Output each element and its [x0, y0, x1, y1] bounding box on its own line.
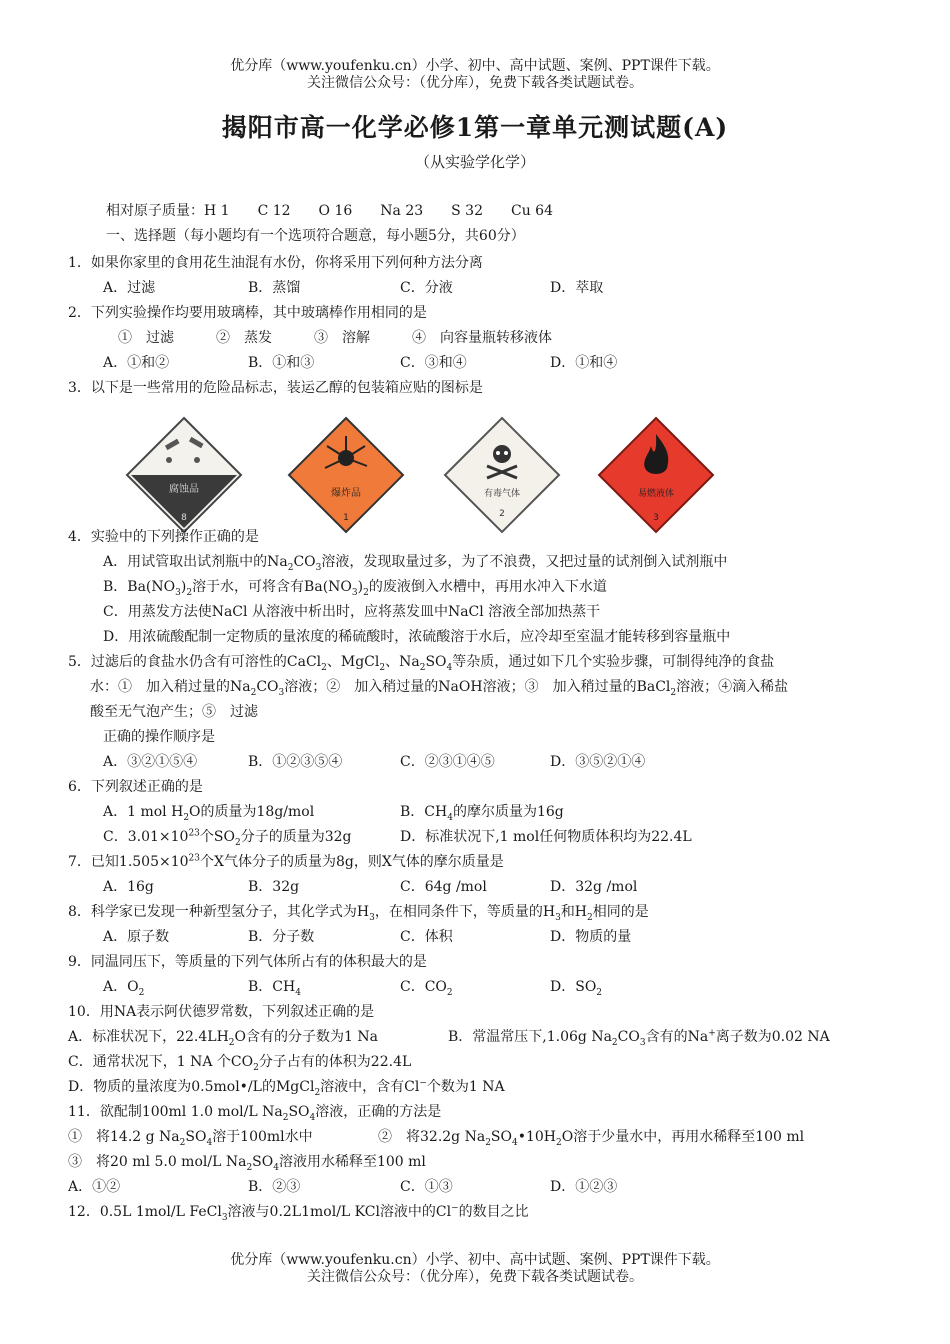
- q11-method-3: ③ 将20 ml 5.0 mol/L $Na_2SO_4$溶液用水稀释至100 ml: [68, 1154, 426, 1173]
- header-line-1: 优分库（www.youfenku.cn）小学、初中、高中试题、案例、PPT课件下载。: [230, 58, 720, 74]
- q5-line-3: 酸至无气泡产生；⑤ 过滤: [90, 704, 258, 720]
- q9-option-a: A．$O_2$: [103, 979, 145, 998]
- q9-option-b: B．$CH_4$: [248, 979, 301, 998]
- flammable-liquid-sign: [597, 416, 715, 534]
- q2-stem: 2．下列实验操作均要用玻璃棒，其中玻璃棒作用相同的是: [68, 305, 427, 321]
- q1-option-d: D．萃取: [550, 280, 604, 296]
- q9-option-d: D．$SO_2$: [550, 979, 603, 998]
- q6-option-c: C．$3.01\times 10^{23}$个$SO_2$分子的质量为32g: [103, 828, 352, 848]
- q5-line-4: 正确的操作顺序是: [103, 729, 215, 745]
- q12-stem: 12．0.5L 1mol/L FeCl$_3$溶液与0.2L1mol/L KCl溶液中的Cl−的数目之比: [68, 1203, 529, 1223]
- q4-option-a: A．用试管取出试剂瓶中的$Na_2CO_3$溶液，发现取量过多，为了不浪费，又把过量的试剂倒入试剂瓶中: [103, 554, 728, 573]
- header-line-2: 关注微信公众号：（优分库），免费下载各类试题试卷。: [307, 75, 643, 91]
- q4-option-d: D．用浓硫酸配制一定物质的量浓度的稀硫酸时，浓硫酸溶于水后，应冷却至室温才能转移到容量瓶中: [103, 629, 731, 645]
- q5-line-1: 5．过滤后的食盐水仍含有可溶性的CaCl$_2$、MgCl$_2$、$Na_2SO_4$等杂质，通过如下几个实验步骤，可制得纯净的食盐: [68, 654, 775, 673]
- q10-option-a: A．标准状况下，$22.4LH_2O$含有的分子数为1 Na: [68, 1029, 378, 1048]
- q8-option-a: A．原子数: [103, 929, 170, 945]
- toxic-gas-number: 2: [499, 509, 505, 519]
- q11-stem: 11．欲配制100ml 1.0 mol/L $Na_2SO_4$溶液，正确的方法是: [68, 1104, 442, 1123]
- q6-stem: 6．下列叙述正确的是: [68, 779, 203, 795]
- q6-option-a: A．1 mol $H_2O$的质量为18g/mol: [103, 804, 315, 823]
- explosive-number: 1: [343, 513, 349, 523]
- q11-option-a: A．①②: [68, 1179, 121, 1195]
- q9-stem: 9．同温同压下，等质量的下列气体所占有的体积最大的是: [68, 954, 427, 970]
- q6-option-d: D．标准状况下,1 mol任何物质体积均为22.4L: [400, 829, 692, 845]
- q8-option-b: B．分子数: [248, 929, 315, 945]
- q5-option-c: C．②③①④⑤: [400, 754, 495, 770]
- flammable-label: 易燃液体: [637, 489, 675, 499]
- q2-option-c: C．③和④: [400, 355, 467, 371]
- q1-option-a: A．过滤: [103, 280, 156, 296]
- corrosive-sign: [125, 416, 243, 534]
- q7-option-a: A．16g: [103, 879, 154, 895]
- q11-method-1: ① 将14.2 g $Na_2SO_4$溶于100ml水中: [68, 1129, 313, 1148]
- q10-option-c: C．通常状况下，1 NA 个$CO_2$分子占有的体积为22.4L: [68, 1054, 412, 1073]
- footer-line-2: 关注微信公众号：（优分库），免费下载各类试题试卷。: [307, 1269, 643, 1285]
- q7-stem: 7．已知$1.505\times 10^{23}$个X气体分子的质量为8g，则X气体的摩尔质量是: [68, 853, 504, 870]
- q10-stem: 10．用NA表示阿伏德罗常数，下列叙述正确的是: [68, 1004, 375, 1020]
- hazard-signs-row: [125, 416, 765, 534]
- q1-option-b: B．蒸馏: [248, 280, 301, 296]
- q6-option-b: B．$CH_4$的摩尔质量为16g: [400, 804, 564, 823]
- page-subtitle: （从实验学化学）: [414, 153, 535, 171]
- q7-option-b: B．32g: [248, 879, 300, 895]
- page-title: 揭阳市高一化学必修1第一章单元测试题(A): [221, 113, 729, 142]
- q2-option-a: A．①和②: [103, 355, 170, 371]
- q4-option-b: B．$Ba(NO_3)_2$溶于水，可将含有$Ba(NO_3)_2$的废液倒入水槽中，再用水冲入下水道: [103, 579, 607, 598]
- q8-stem: 8．科学家已发现一种新型氢分子，其化学式为$H_3$，在相同条件下，等质量的$H_3$和$H_2$相同的是: [68, 904, 649, 923]
- q2-operations: ① 过滤 ② 蒸发 ③ 溶解 ④ 向容量瓶转移液体: [118, 330, 552, 346]
- q7-option-c: C．64g /mol: [400, 879, 487, 895]
- q11-method-2: ② 将32.2g $Na_2SO_4•10H_2O$溶于少量水中，再用水稀释至100 ml: [378, 1129, 805, 1148]
- corrosive-number: 8: [181, 513, 187, 523]
- q5-option-d: D．③⑤②①④: [550, 754, 646, 770]
- q5-option-a: A．③②①⑤④: [103, 754, 198, 770]
- footer-line-1: 优分库（www.youfenku.cn）小学、初中、高中试题、案例、PPT课件下载。: [230, 1252, 720, 1268]
- q10-option-b: B．常温常压下,1.06g $Na_2CO_3$含有的Na+离子数为0.02 NA: [448, 1028, 830, 1048]
- atomic-mass-line: 相对原子质量：H 1 C 12 O 16 Na 23 S 32 Cu 64: [106, 203, 553, 219]
- q5-line-2: 水：① 加入稍过量的$Na_2CO_3$溶液；② 加入稍过量的NaOH溶液；③ 加入稍过量的BaCl$_2$溶液；④滴入稀盐: [90, 679, 789, 698]
- q1-option-c: C．分液: [400, 280, 453, 296]
- q11-option-c: C．①③: [400, 1179, 453, 1195]
- q3-stem: 3．以下是一些常用的危险品标志，装运乙醇的包装箱应贴的图标是: [68, 380, 483, 396]
- toxic-gas-sign: [443, 416, 561, 534]
- corrosive-label: 腐蚀品: [169, 484, 199, 495]
- explosive-label: 爆炸品: [331, 488, 361, 499]
- q4-stem: 4．实验中的下列操作正确的是: [68, 529, 259, 545]
- explosive-sign: [287, 416, 405, 534]
- q7-option-d: D．32g /mol: [550, 879, 638, 895]
- q8-option-c: C．体积: [400, 929, 453, 945]
- q11-option-b: B．②③: [248, 1179, 301, 1195]
- section-heading: 一、选择题（每小题均有一个选项符合题意，每小题5分，共60分）: [106, 228, 525, 244]
- toxic-gas-label: 有毒气体: [483, 489, 521, 499]
- q5-option-b: B．①②③⑤④: [248, 754, 343, 770]
- q8-option-d: D．物质的量: [550, 929, 632, 945]
- q2-option-b: B．①和③: [248, 355, 315, 371]
- flammable-number: 3: [653, 513, 659, 523]
- q11-option-d: D．①②③: [550, 1179, 618, 1195]
- q1-stem: 1．如果你家里的食用花生油混有水份，你将采用下列何种方法分离: [68, 255, 483, 271]
- q4-option-c: C．用蒸发方法使NaCl 从溶液中析出时，应将蒸发皿中NaCl 溶液全部加热蒸干: [103, 604, 601, 620]
- q9-option-c: C．$CO_2$: [400, 979, 453, 998]
- q2-option-d: D．①和④: [550, 355, 618, 371]
- q10-option-d: D．物质的量浓度为0.5mol•/L的MgCl$_2$溶液中，含有Cl−个数为1 NA: [68, 1078, 505, 1098]
